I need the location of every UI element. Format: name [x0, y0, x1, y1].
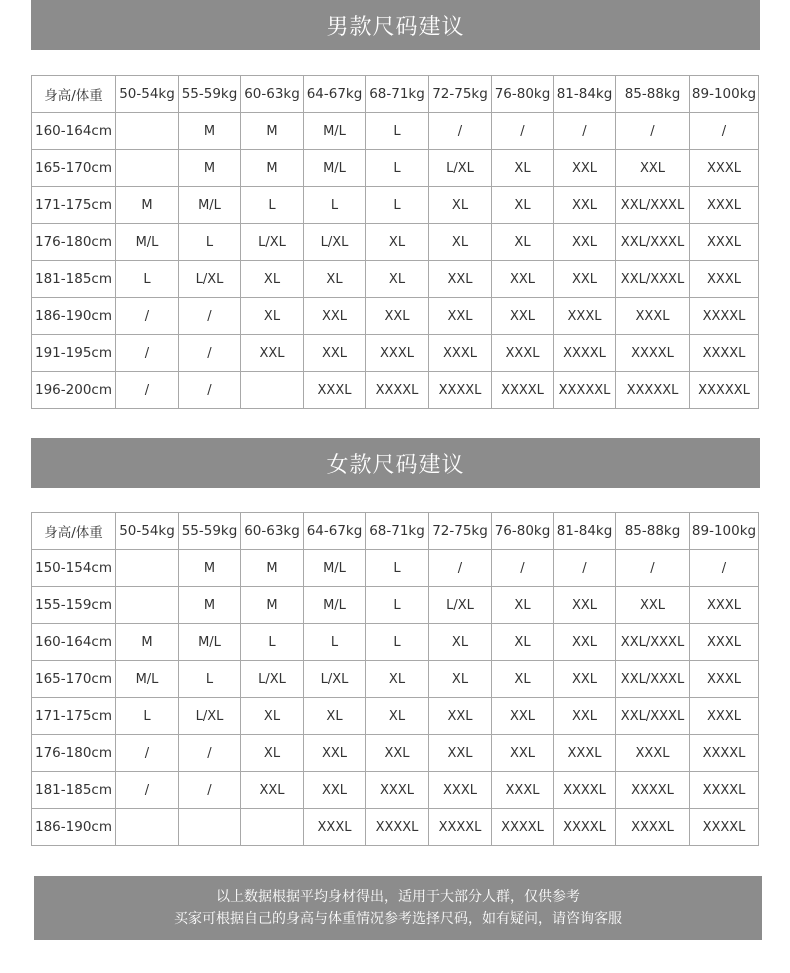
size-cell: / — [429, 550, 492, 587]
table-row — [32, 335, 759, 372]
height-range-cell: 165-170cm — [32, 150, 116, 187]
size-cell: L — [366, 113, 429, 150]
size-cell: XL — [429, 187, 492, 224]
size-cell: XXXXXL — [616, 372, 690, 409]
size-cell: XXXXL — [429, 809, 492, 846]
weight-header: 85-88kg — [616, 76, 690, 113]
size-cell: XXL — [554, 587, 616, 624]
size-cell: XXXL — [304, 809, 366, 846]
weight-header: 72-75kg — [429, 513, 492, 550]
size-cell: XXXL — [616, 298, 690, 335]
men-size-table — [31, 75, 759, 409]
size-cell: XXL — [616, 587, 690, 624]
size-cell: M — [179, 150, 241, 187]
size-cell: XXL — [304, 335, 366, 372]
men-size-title — [31, 0, 760, 50]
size-cell: XXXXXL — [690, 372, 759, 409]
size-cell: M — [241, 113, 304, 150]
size-cell: XL — [429, 661, 492, 698]
size-cell: / — [554, 113, 616, 150]
size-cell: XXL — [429, 261, 492, 298]
size-cell — [241, 809, 304, 846]
size-cell: XXXXL — [554, 772, 616, 809]
size-cell — [116, 587, 179, 624]
size-cell: XL — [492, 187, 554, 224]
size-cell: M — [179, 113, 241, 150]
size-cell: L/XL — [429, 587, 492, 624]
size-cell: XL — [241, 261, 304, 298]
size-cell: L — [366, 550, 429, 587]
size-cell: L/XL — [179, 698, 241, 735]
size-cell — [116, 150, 179, 187]
size-cell: / — [179, 335, 241, 372]
size-cell: / — [116, 772, 179, 809]
height-range-cell: 171-175cm — [32, 698, 116, 735]
table-row — [32, 298, 759, 335]
size-cell: XXL — [554, 224, 616, 261]
size-cell: / — [616, 550, 690, 587]
weight-header: 89-100kg — [690, 76, 759, 113]
size-cell: XL — [366, 661, 429, 698]
size-cell: L/XL — [304, 661, 366, 698]
table-row — [32, 150, 759, 187]
table-row — [32, 261, 759, 298]
weight-header: 76-80kg — [492, 513, 554, 550]
size-cell: L — [304, 187, 366, 224]
size-cell: XXXXL — [616, 335, 690, 372]
size-cell: L — [366, 587, 429, 624]
height-range-cell: 186-190cm — [32, 809, 116, 846]
size-cell: XL — [492, 150, 554, 187]
size-cell: M/L — [304, 113, 366, 150]
size-cell: L — [179, 224, 241, 261]
size-cell — [241, 372, 304, 409]
size-cell: XXXL — [429, 335, 492, 372]
size-cell: XXXXL — [366, 372, 429, 409]
height-range-cell: 171-175cm — [32, 187, 116, 224]
size-cell: XXL — [492, 261, 554, 298]
size-cell: XL — [429, 624, 492, 661]
size-cell: M/L — [179, 624, 241, 661]
size-cell: XXL/XXXL — [616, 187, 690, 224]
size-cell: XXXXXL — [554, 372, 616, 409]
size-cell: XXXXL — [690, 335, 759, 372]
weight-header: 55-59kg — [179, 76, 241, 113]
size-cell: / — [616, 113, 690, 150]
size-cell: XXL — [616, 150, 690, 187]
height-range-cell: 150-154cm — [32, 550, 116, 587]
table-row — [32, 698, 759, 735]
size-cell: XXXL — [690, 587, 759, 624]
size-cell: XXXXL — [690, 735, 759, 772]
size-cell: XL — [492, 224, 554, 261]
size-cell: M/L — [304, 150, 366, 187]
size-cell: XXXXL — [690, 772, 759, 809]
size-cell: XXL — [429, 698, 492, 735]
women-size-title-text: 女款尺码建议 — [326, 452, 465, 478]
size-cell: XXL — [554, 661, 616, 698]
size-cell: / — [116, 335, 179, 372]
height-range-cell: 176-180cm — [32, 735, 116, 772]
size-cell: XXL — [304, 735, 366, 772]
weight-header: 60-63kg — [241, 513, 304, 550]
height-range-cell: 196-200cm — [32, 372, 116, 409]
size-cell — [179, 809, 241, 846]
size-cell: XXL/XXXL — [616, 661, 690, 698]
size-cell: XXL — [554, 187, 616, 224]
size-cell: / — [690, 550, 759, 587]
weight-header: 64-67kg — [304, 513, 366, 550]
size-cell: XL — [241, 298, 304, 335]
size-cell: XL — [492, 587, 554, 624]
size-cell: XL — [304, 261, 366, 298]
men-size-title-text: 男款尺码建议 — [326, 14, 465, 40]
size-cell: / — [116, 735, 179, 772]
size-cell: M/L — [304, 587, 366, 624]
height-weight-header: 身高/体重 — [32, 513, 116, 550]
size-cell: XL — [241, 735, 304, 772]
table-row — [32, 809, 759, 846]
size-cell: XXXL — [366, 335, 429, 372]
size-cell: XXL — [429, 298, 492, 335]
size-cell — [116, 113, 179, 150]
table-row — [32, 113, 759, 150]
size-cell: XXXXL — [492, 809, 554, 846]
size-cell: XXL — [492, 698, 554, 735]
size-cell: XL — [366, 224, 429, 261]
height-range-cell: 181-185cm — [32, 261, 116, 298]
weight-header: 60-63kg — [241, 76, 304, 113]
size-cell: L — [366, 187, 429, 224]
size-cell: XXXL — [304, 372, 366, 409]
weight-header: 50-54kg — [116, 76, 179, 113]
size-cell: XXXL — [690, 624, 759, 661]
height-range-cell: 186-190cm — [32, 298, 116, 335]
size-cell: XXXL — [366, 772, 429, 809]
table-row — [32, 372, 759, 409]
size-cell: XL — [492, 661, 554, 698]
size-cell: XXL — [366, 298, 429, 335]
height-range-cell: 191-195cm — [32, 335, 116, 372]
size-cell: L — [241, 624, 304, 661]
size-cell: L — [366, 150, 429, 187]
table-row — [32, 624, 759, 661]
size-cell: XXXXL — [616, 772, 690, 809]
size-cell: XXXL — [616, 735, 690, 772]
size-cell: XL — [492, 624, 554, 661]
size-cell: M — [179, 550, 241, 587]
weight-header: 50-54kg — [116, 513, 179, 550]
disclaimer-note — [34, 876, 762, 940]
size-cell: XXXXL — [429, 372, 492, 409]
size-cell: M/L — [116, 661, 179, 698]
size-cell: / — [179, 772, 241, 809]
size-cell: XXL/XXXL — [616, 698, 690, 735]
size-cell: XXL/XXXL — [616, 261, 690, 298]
table-row — [32, 550, 759, 587]
size-cell: XL — [366, 261, 429, 298]
size-cell: L — [116, 698, 179, 735]
size-cell: L/XL — [429, 150, 492, 187]
weight-header: 81-84kg — [554, 76, 616, 113]
size-cell: XXXL — [690, 261, 759, 298]
weight-header: 68-71kg — [366, 513, 429, 550]
men-header-row — [32, 76, 759, 113]
size-cell: XXL — [554, 624, 616, 661]
size-cell: / — [492, 113, 554, 150]
weight-header: 89-100kg — [690, 513, 759, 550]
size-cell: XXXXL — [366, 809, 429, 846]
size-cell: XXXL — [492, 772, 554, 809]
size-cell: XXXXL — [492, 372, 554, 409]
size-cell: XXXL — [690, 698, 759, 735]
size-cell: XXL — [492, 735, 554, 772]
height-range-cell: 176-180cm — [32, 224, 116, 261]
size-cell: M — [116, 187, 179, 224]
size-cell: L — [116, 261, 179, 298]
height-range-cell: 160-164cm — [32, 624, 116, 661]
size-cell: M — [241, 150, 304, 187]
size-cell: L — [179, 661, 241, 698]
size-cell: / — [492, 550, 554, 587]
size-cell: / — [179, 298, 241, 335]
size-cell: XXXL — [690, 150, 759, 187]
size-cell: XXXXL — [616, 809, 690, 846]
table-row — [32, 661, 759, 698]
size-cell: XXXXL — [690, 809, 759, 846]
size-cell: XXL/XXXL — [616, 224, 690, 261]
weight-header: 85-88kg — [616, 513, 690, 550]
size-cell: XXXL — [492, 335, 554, 372]
women-size-title — [31, 438, 760, 488]
size-cell: M — [241, 587, 304, 624]
size-cell: XXXL — [554, 298, 616, 335]
size-cell: XL — [241, 698, 304, 735]
weight-header: 68-71kg — [366, 76, 429, 113]
size-cell: M — [179, 587, 241, 624]
size-cell: M/L — [179, 187, 241, 224]
size-cell: / — [429, 113, 492, 150]
size-cell: XXXXL — [690, 298, 759, 335]
size-cell: XXL — [554, 698, 616, 735]
disclaimer-line-1: 以上数据根据平均身材得出，适用于大部分人群，仅供参考 — [216, 889, 580, 905]
size-cell: / — [116, 372, 179, 409]
size-cell — [116, 550, 179, 587]
table-row — [32, 772, 759, 809]
size-cell: XL — [304, 698, 366, 735]
size-cell: XL — [366, 698, 429, 735]
size-cell: XXXXL — [554, 335, 616, 372]
height-range-cell: 155-159cm — [32, 587, 116, 624]
size-cell: XXXL — [690, 224, 759, 261]
size-cell: L/XL — [241, 224, 304, 261]
size-cell — [116, 809, 179, 846]
size-cell: / — [554, 550, 616, 587]
size-cell: L/XL — [241, 661, 304, 698]
size-cell: / — [690, 113, 759, 150]
height-range-cell: 160-164cm — [32, 113, 116, 150]
weight-header: 64-67kg — [304, 76, 366, 113]
size-cell: M — [241, 550, 304, 587]
women-header-row — [32, 513, 759, 550]
size-cell: XL — [429, 224, 492, 261]
size-cell: / — [179, 372, 241, 409]
size-cell: M/L — [304, 550, 366, 587]
size-cell: / — [179, 735, 241, 772]
table-row — [32, 735, 759, 772]
size-cell: L — [366, 624, 429, 661]
size-cell: XXL — [304, 298, 366, 335]
height-range-cell: 165-170cm — [32, 661, 116, 698]
size-cell: L/XL — [304, 224, 366, 261]
size-cell: XXL — [304, 772, 366, 809]
women-size-table — [31, 512, 759, 846]
size-cell: XXL — [554, 261, 616, 298]
size-cell: XXXL — [690, 661, 759, 698]
table-row — [32, 224, 759, 261]
size-cell: XXL — [554, 150, 616, 187]
size-cell: XXL — [429, 735, 492, 772]
size-cell: XXXXL — [554, 809, 616, 846]
size-cell: XXXL — [429, 772, 492, 809]
weight-header: 81-84kg — [554, 513, 616, 550]
height-range-cell: 181-185cm — [32, 772, 116, 809]
size-cell: L — [241, 187, 304, 224]
size-cell: XXXL — [554, 735, 616, 772]
size-cell: XXL — [366, 735, 429, 772]
height-weight-header: 身高/体重 — [32, 76, 116, 113]
weight-header: 76-80kg — [492, 76, 554, 113]
disclaimer-line-2: 买家可根据自己的身高与体重情况参考选择尺码，如有疑问，请咨询客服 — [174, 911, 622, 927]
weight-header: 55-59kg — [179, 513, 241, 550]
size-cell: XXL — [241, 335, 304, 372]
size-cell: L — [304, 624, 366, 661]
table-row — [32, 187, 759, 224]
size-cell: XXL — [241, 772, 304, 809]
size-cell: M — [116, 624, 179, 661]
weight-header: 72-75kg — [429, 76, 492, 113]
size-cell: L/XL — [179, 261, 241, 298]
table-row — [32, 587, 759, 624]
size-cell: M/L — [116, 224, 179, 261]
size-cell: XXL/XXXL — [616, 624, 690, 661]
size-cell: / — [116, 298, 179, 335]
size-cell: XXL — [492, 298, 554, 335]
size-cell: XXXL — [690, 187, 759, 224]
